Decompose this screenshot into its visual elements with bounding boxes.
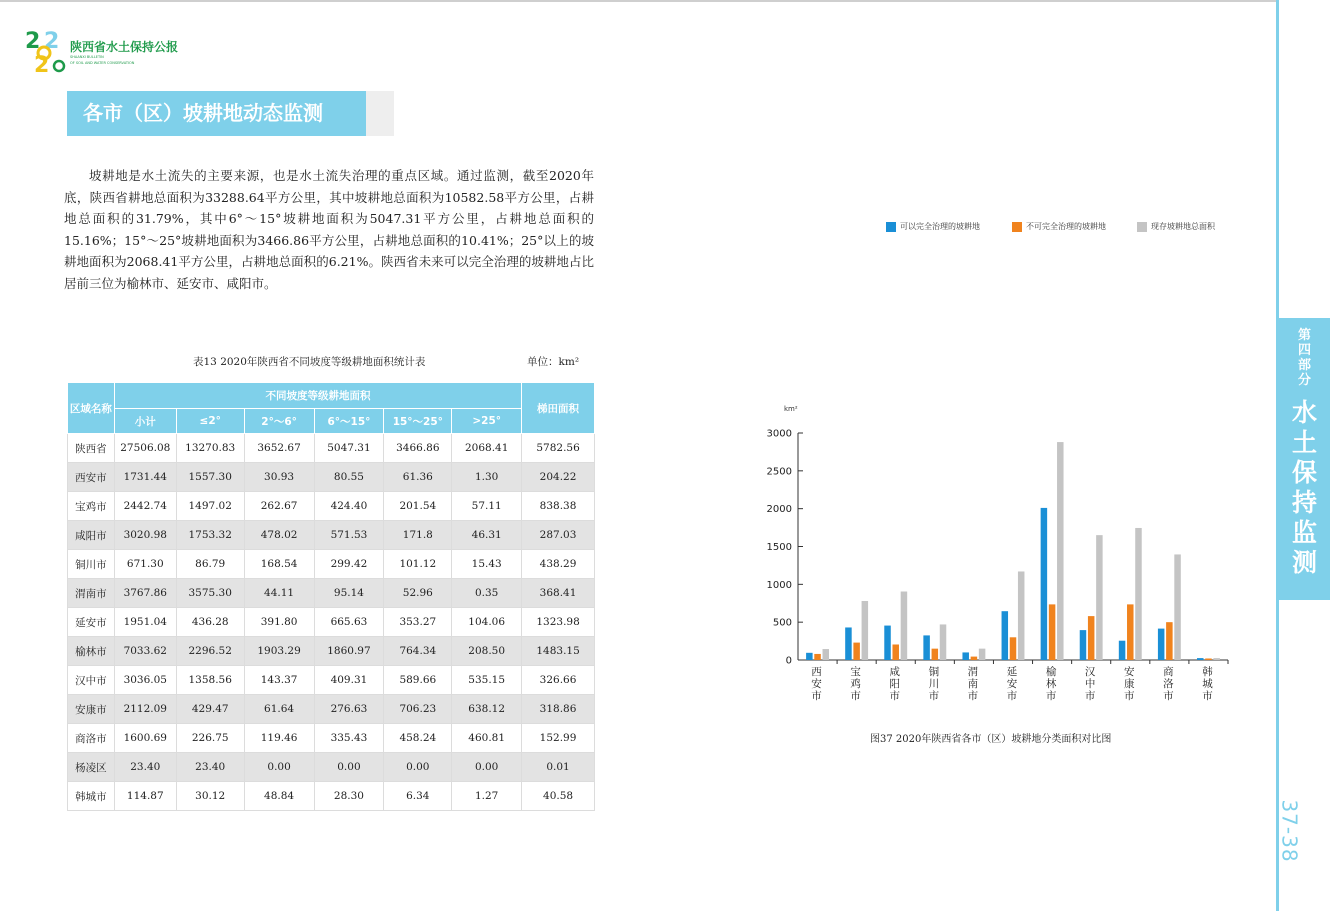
table-row xyxy=(68,463,595,492)
bar-treatable xyxy=(845,627,852,660)
bar-untreatable xyxy=(932,649,939,660)
x-category-label-char: 市 xyxy=(928,690,940,702)
side-tab-part xyxy=(1279,318,1330,388)
x-category-label-char: 鸡 xyxy=(850,678,861,690)
table-cell: 3020.98 xyxy=(114,521,176,550)
x-category-label-char: 市 xyxy=(811,690,822,702)
table-cell: 460.81 xyxy=(452,724,522,753)
row-region-cell: 汉中市 xyxy=(68,666,115,695)
x-category-label-char: 市 xyxy=(1202,690,1213,702)
side-tab-char: 部 xyxy=(1297,358,1311,373)
table-cell: 48.84 xyxy=(244,782,314,811)
bar-untreatable xyxy=(971,657,978,660)
table-cell: 287.03 xyxy=(522,521,595,550)
table-cell: 6.34 xyxy=(384,782,452,811)
header-region: 区域名称 xyxy=(68,383,115,434)
figure-caption: 图37 2020年陕西省各市（区）坡耕地分类面积对比图 xyxy=(870,734,1112,745)
row-region-cell: 铜川市 xyxy=(68,550,115,579)
x-category-label-char: 宝 xyxy=(850,666,861,678)
table-cell: 436.28 xyxy=(176,608,244,637)
table-row xyxy=(68,434,595,463)
table-cell: 171.8 xyxy=(384,521,452,550)
table-cell: 57.11 xyxy=(452,492,522,521)
legend-item-treatable xyxy=(886,221,980,232)
table-unit: 单位：km² xyxy=(527,356,580,368)
y-tick-label: 1500 xyxy=(766,542,792,553)
table-cell: 152.99 xyxy=(522,724,595,753)
row-region-cell: 韩城市 xyxy=(68,782,115,811)
legend-item-untreatable xyxy=(1012,221,1106,232)
x-category-label-char: 市 xyxy=(850,690,861,702)
row-region-cell: 商洛市 xyxy=(68,724,115,753)
table-cell: 226.75 xyxy=(176,724,244,753)
bar-total xyxy=(822,649,829,660)
bar-untreatable xyxy=(1166,622,1173,660)
table-cell: 27506.08 xyxy=(114,434,176,463)
table-cell: 1483.15 xyxy=(522,637,595,666)
bar-untreatable xyxy=(853,643,860,660)
table-cell: 101.12 xyxy=(384,550,452,579)
table-cell: 2112.09 xyxy=(114,695,176,724)
bulletin-logo xyxy=(24,26,69,74)
bar-untreatable xyxy=(1049,604,1056,660)
subheader-cell: 15°～25° xyxy=(384,409,452,434)
x-category-label-char: 市 xyxy=(1006,690,1018,702)
bar-total xyxy=(1018,571,1024,660)
table-caption: 表13 2020年陕西省不同坡度等级耕地面积统计表 xyxy=(193,356,426,368)
bar-total xyxy=(1174,554,1181,660)
side-section-tab xyxy=(1279,318,1330,600)
svg-text:2: 2 xyxy=(25,29,41,54)
x-category-label-char: 康 xyxy=(1124,678,1135,690)
bar-treatable xyxy=(962,652,969,660)
table-cell: 671.30 xyxy=(114,550,176,579)
table-cell: 1731.44 xyxy=(114,463,176,492)
table-cell: 86.79 xyxy=(176,550,244,579)
table-cell: 30.93 xyxy=(244,463,314,492)
side-tab-char: 监 xyxy=(1291,518,1317,547)
table-cell: 80.55 xyxy=(314,463,384,492)
table-cell: 23.40 xyxy=(176,753,244,782)
slope-farmland-bar-chart xyxy=(760,395,1240,705)
table-cell: 104.06 xyxy=(452,608,522,637)
legend-label-treatable: 可以完全治理的坡耕地 xyxy=(900,222,980,231)
table-row xyxy=(68,521,595,550)
svg-text:2: 2 xyxy=(34,53,50,74)
table-cell: 335.43 xyxy=(314,724,384,753)
row-region-cell: 榆林市 xyxy=(68,637,115,666)
table-cell: 0.00 xyxy=(244,753,314,782)
table-cell: 1753.32 xyxy=(176,521,244,550)
x-category-label-char: 安 xyxy=(1006,678,1018,690)
table-cell: 40.58 xyxy=(522,782,595,811)
table-cell: 61.64 xyxy=(244,695,314,724)
x-category-label-char: 市 xyxy=(1163,690,1174,702)
table-cell: 5782.56 xyxy=(522,434,595,463)
table-cell: 3652.67 xyxy=(244,434,314,463)
bar-untreatable xyxy=(1010,637,1017,660)
table-cell: 15.43 xyxy=(452,550,522,579)
table-cell: 1323.98 xyxy=(522,608,595,637)
table-cell: 114.87 xyxy=(114,782,176,811)
row-region-cell: 延安市 xyxy=(68,608,115,637)
table-cell: 262.67 xyxy=(244,492,314,521)
side-tab-char: 水 xyxy=(1291,398,1317,427)
table-cell: 1600.69 xyxy=(114,724,176,753)
bar-treatable xyxy=(1080,630,1087,660)
table-cell: 1860.97 xyxy=(314,637,384,666)
x-category-label-char: 洛 xyxy=(1163,678,1174,690)
y-tick-label: 1000 xyxy=(766,579,792,591)
table-cell: 353.27 xyxy=(384,608,452,637)
y-axis-unit-label: km² xyxy=(784,405,798,413)
table-cell: 0.01 xyxy=(522,753,595,782)
subheader-cell: 6°～15° xyxy=(314,409,384,434)
x-category-label-char: 城 xyxy=(1202,678,1213,690)
table-row xyxy=(68,782,595,811)
table-row xyxy=(68,579,595,608)
table-cell: 52.96 xyxy=(384,579,452,608)
table-cell: 438.29 xyxy=(522,550,595,579)
legend-label-untreatable: 不可完全治理的坡耕地 xyxy=(1026,222,1106,231)
row-region-cell: 咸阳市 xyxy=(68,521,115,550)
bar-total xyxy=(1096,535,1103,660)
slope-farmland-table xyxy=(67,382,595,811)
table-row xyxy=(68,724,595,753)
legend-label-total: 现存坡耕地总面积 xyxy=(1151,222,1215,231)
table-cell: 30.12 xyxy=(176,782,244,811)
x-category-label-char: 延 xyxy=(1006,666,1018,678)
x-category-label-char: 安 xyxy=(811,678,822,690)
bar-total xyxy=(940,624,947,660)
table-cell: 13270.83 xyxy=(176,434,244,463)
x-category-label-char: 市 xyxy=(967,690,979,702)
bulletin-subtitle-en-2: OF SOIL AND WATER CONSERVATION xyxy=(70,61,135,65)
table-cell: 1358.56 xyxy=(176,666,244,695)
bar-untreatable xyxy=(892,644,899,660)
bar-untreatable xyxy=(814,654,821,660)
table-cell: 458.24 xyxy=(384,724,452,753)
row-region-cell: 陕西省 xyxy=(68,434,115,463)
x-category-label-char: 市 xyxy=(889,690,900,702)
row-region-cell: 渭南市 xyxy=(68,579,115,608)
side-tab-char: 分 xyxy=(1297,373,1311,388)
table-cell: 5047.31 xyxy=(314,434,384,463)
table-cell: 61.36 xyxy=(384,463,452,492)
table-body xyxy=(68,434,595,811)
bar-treatable xyxy=(884,626,891,660)
legend-swatch-untreatable xyxy=(1012,222,1022,232)
page-number-text: 37-38 xyxy=(1277,799,1302,863)
y-tick-label: 2000 xyxy=(766,504,792,516)
x-category-label-char: 铜 xyxy=(928,666,940,678)
side-tab-char: 测 xyxy=(1291,548,1317,577)
table-cell: 208.50 xyxy=(452,637,522,666)
bar-total xyxy=(979,649,986,660)
bulletin-subtitle-en-1: SHAANXI BULLETIN xyxy=(70,55,104,59)
table-cell: 7033.62 xyxy=(114,637,176,666)
side-tab-char: 土 xyxy=(1291,428,1317,457)
row-region-cell: 杨凌区 xyxy=(68,753,115,782)
x-category-label-char: 川 xyxy=(928,678,940,690)
table-cell: 3575.30 xyxy=(176,579,244,608)
x-category-label-char: 南 xyxy=(967,678,979,690)
bar-treatable xyxy=(1002,611,1009,660)
x-category-label-char: 韩 xyxy=(1202,666,1213,678)
x-category-label-char: 中 xyxy=(1084,678,1096,690)
bar-treatable xyxy=(1197,658,1204,660)
table-cell: 2296.52 xyxy=(176,637,244,666)
table-cell: 706.23 xyxy=(384,695,452,724)
subheader-cell: 小计 xyxy=(114,409,176,434)
table-cell: 46.31 xyxy=(452,521,522,550)
row-region-cell: 西安市 xyxy=(68,463,115,492)
subheader-cell: ≤2° xyxy=(176,409,244,434)
row-region-cell: 安康市 xyxy=(68,695,115,724)
x-category-label-char: 林 xyxy=(1045,678,1057,690)
bar-untreatable xyxy=(1088,616,1095,660)
side-tab-char: 第 xyxy=(1297,328,1311,343)
bar-untreatable xyxy=(1127,604,1134,660)
page-number xyxy=(1277,795,1310,865)
table-row xyxy=(68,695,595,724)
side-tab-char: 四 xyxy=(1297,343,1311,358)
bar-total xyxy=(1213,658,1220,660)
header-slope-group: 不同坡度等级耕地面积 xyxy=(114,383,521,409)
x-category-label-char: 汉 xyxy=(1084,666,1096,678)
bar-treatable xyxy=(806,653,813,660)
table-row xyxy=(68,637,595,666)
legend-item-total xyxy=(1137,221,1215,232)
y-tick-label: 0 xyxy=(785,655,792,667)
table-cell: 299.42 xyxy=(314,550,384,579)
table-row xyxy=(68,608,595,637)
table-cell: 3466.86 xyxy=(384,434,452,463)
table-cell: 318.86 xyxy=(522,695,595,724)
x-category-label-char: 阳 xyxy=(889,678,900,690)
table-cell: 1497.02 xyxy=(176,492,244,521)
table-cell: 276.63 xyxy=(314,695,384,724)
legend-swatch-treatable xyxy=(886,222,896,232)
table-cell: 44.11 xyxy=(244,579,314,608)
row-region-cell: 宝鸡市 xyxy=(68,492,115,521)
table-cell: 3036.05 xyxy=(114,666,176,695)
table-cell: 2068.41 xyxy=(452,434,522,463)
table-cell: 168.54 xyxy=(244,550,314,579)
side-tab-section xyxy=(1279,398,1330,578)
body-paragraph: 坡耕地是水土流失的主要来源，也是水土流失治理的重点区域。通过监测，截至2020年底，陕西省耕地总面积为33288.64平方公里，其中坡耕地总面积为10582.58平方公里，占耕地总面积的31.79%，其中6°～15°坡耕地面积为5047.31平方公里，占耕地总面积的15.16%；15°～25°坡耕地面积为3466.86平方公里，占耕地总面积的10.41%；25°以上的坡耕地面积为2068.41平方公里，占耕地总面积的6.21%。陕西省未来可以完全治理的坡耕地占比居前三位为榆林市、延安市、咸阳市。 xyxy=(64,168,594,291)
bar-total xyxy=(901,592,908,660)
table-cell: 535.15 xyxy=(452,666,522,695)
table-cell: 571.53 xyxy=(314,521,384,550)
table-cell: 0.00 xyxy=(384,753,452,782)
section-title: 各市（区）坡耕地动态监测 xyxy=(67,91,366,136)
header-terrace: 梯田面积 xyxy=(522,383,595,434)
y-tick-label: 2500 xyxy=(766,466,792,478)
table-cell: 2442.74 xyxy=(114,492,176,521)
table-cell: 838.38 xyxy=(522,492,595,521)
y-tick-label: 500 xyxy=(772,617,792,629)
x-category-label-char: 西 xyxy=(811,666,822,678)
bar-total xyxy=(862,601,869,660)
table-cell: 1903.29 xyxy=(244,637,314,666)
table-cell: 409.31 xyxy=(314,666,384,695)
x-category-label-char: 渭 xyxy=(967,666,979,678)
table-cell: 391.80 xyxy=(244,608,314,637)
bar-total xyxy=(1135,528,1142,660)
legend-swatch-total xyxy=(1137,222,1147,232)
table-row xyxy=(68,753,595,782)
table-cell: 0.00 xyxy=(452,753,522,782)
table-cell: 424.40 xyxy=(314,492,384,521)
table-cell: 326.66 xyxy=(522,666,595,695)
table-cell: 0.35 xyxy=(452,579,522,608)
x-category-label-char: 榆 xyxy=(1045,666,1057,678)
table-cell: 119.46 xyxy=(244,724,314,753)
table-cell: 143.37 xyxy=(244,666,314,695)
table-cell: 3767.86 xyxy=(114,579,176,608)
bar-total xyxy=(1057,442,1064,660)
table-cell: 429.47 xyxy=(176,695,244,724)
x-category-label-char: 安 xyxy=(1124,666,1135,678)
side-tab-char: 持 xyxy=(1291,488,1317,517)
x-category-label-char: 咸 xyxy=(889,666,900,678)
table-cell: 638.12 xyxy=(452,695,522,724)
table-cell: 1.30 xyxy=(452,463,522,492)
table-row xyxy=(68,666,595,695)
table-cell: 1557.30 xyxy=(176,463,244,492)
table-cell: 478.02 xyxy=(244,521,314,550)
bulletin-title: 陕西省水土保持公报 xyxy=(70,40,179,54)
side-tab-char: 保 xyxy=(1291,458,1317,487)
top-rule xyxy=(0,0,1276,2)
table-cell: 1.27 xyxy=(452,782,522,811)
table-cell: 764.34 xyxy=(384,637,452,666)
bar-treatable xyxy=(1158,629,1165,660)
table-cell: 0.00 xyxy=(314,753,384,782)
table-cell: 95.14 xyxy=(314,579,384,608)
bar-treatable xyxy=(923,635,930,660)
x-category-label-char: 市 xyxy=(1124,690,1135,702)
x-category-label-char: 市 xyxy=(1084,690,1096,702)
subheader-row xyxy=(68,409,595,434)
table-cell: 665.63 xyxy=(314,608,384,637)
bar-treatable xyxy=(1041,508,1048,660)
table-cell: 204.22 xyxy=(522,463,595,492)
y-tick-label: 3000 xyxy=(766,428,792,440)
table-cell: 28.30 xyxy=(314,782,384,811)
table-row xyxy=(68,492,595,521)
table-cell: 23.40 xyxy=(114,753,176,782)
bar-treatable xyxy=(1119,641,1126,660)
subheader-cell: >25° xyxy=(452,409,522,434)
table-cell: 368.41 xyxy=(522,579,595,608)
bar-untreatable xyxy=(1205,658,1212,660)
table-cell: 1951.04 xyxy=(114,608,176,637)
subheader-cell: 2°～6° xyxy=(244,409,314,434)
table-cell: 589.66 xyxy=(384,666,452,695)
x-category-label-char: 市 xyxy=(1045,690,1057,702)
x-category-label-char: 商 xyxy=(1163,666,1174,678)
table-cell: 201.54 xyxy=(384,492,452,521)
svg-text:2: 2 xyxy=(44,29,60,54)
table-row xyxy=(68,550,595,579)
